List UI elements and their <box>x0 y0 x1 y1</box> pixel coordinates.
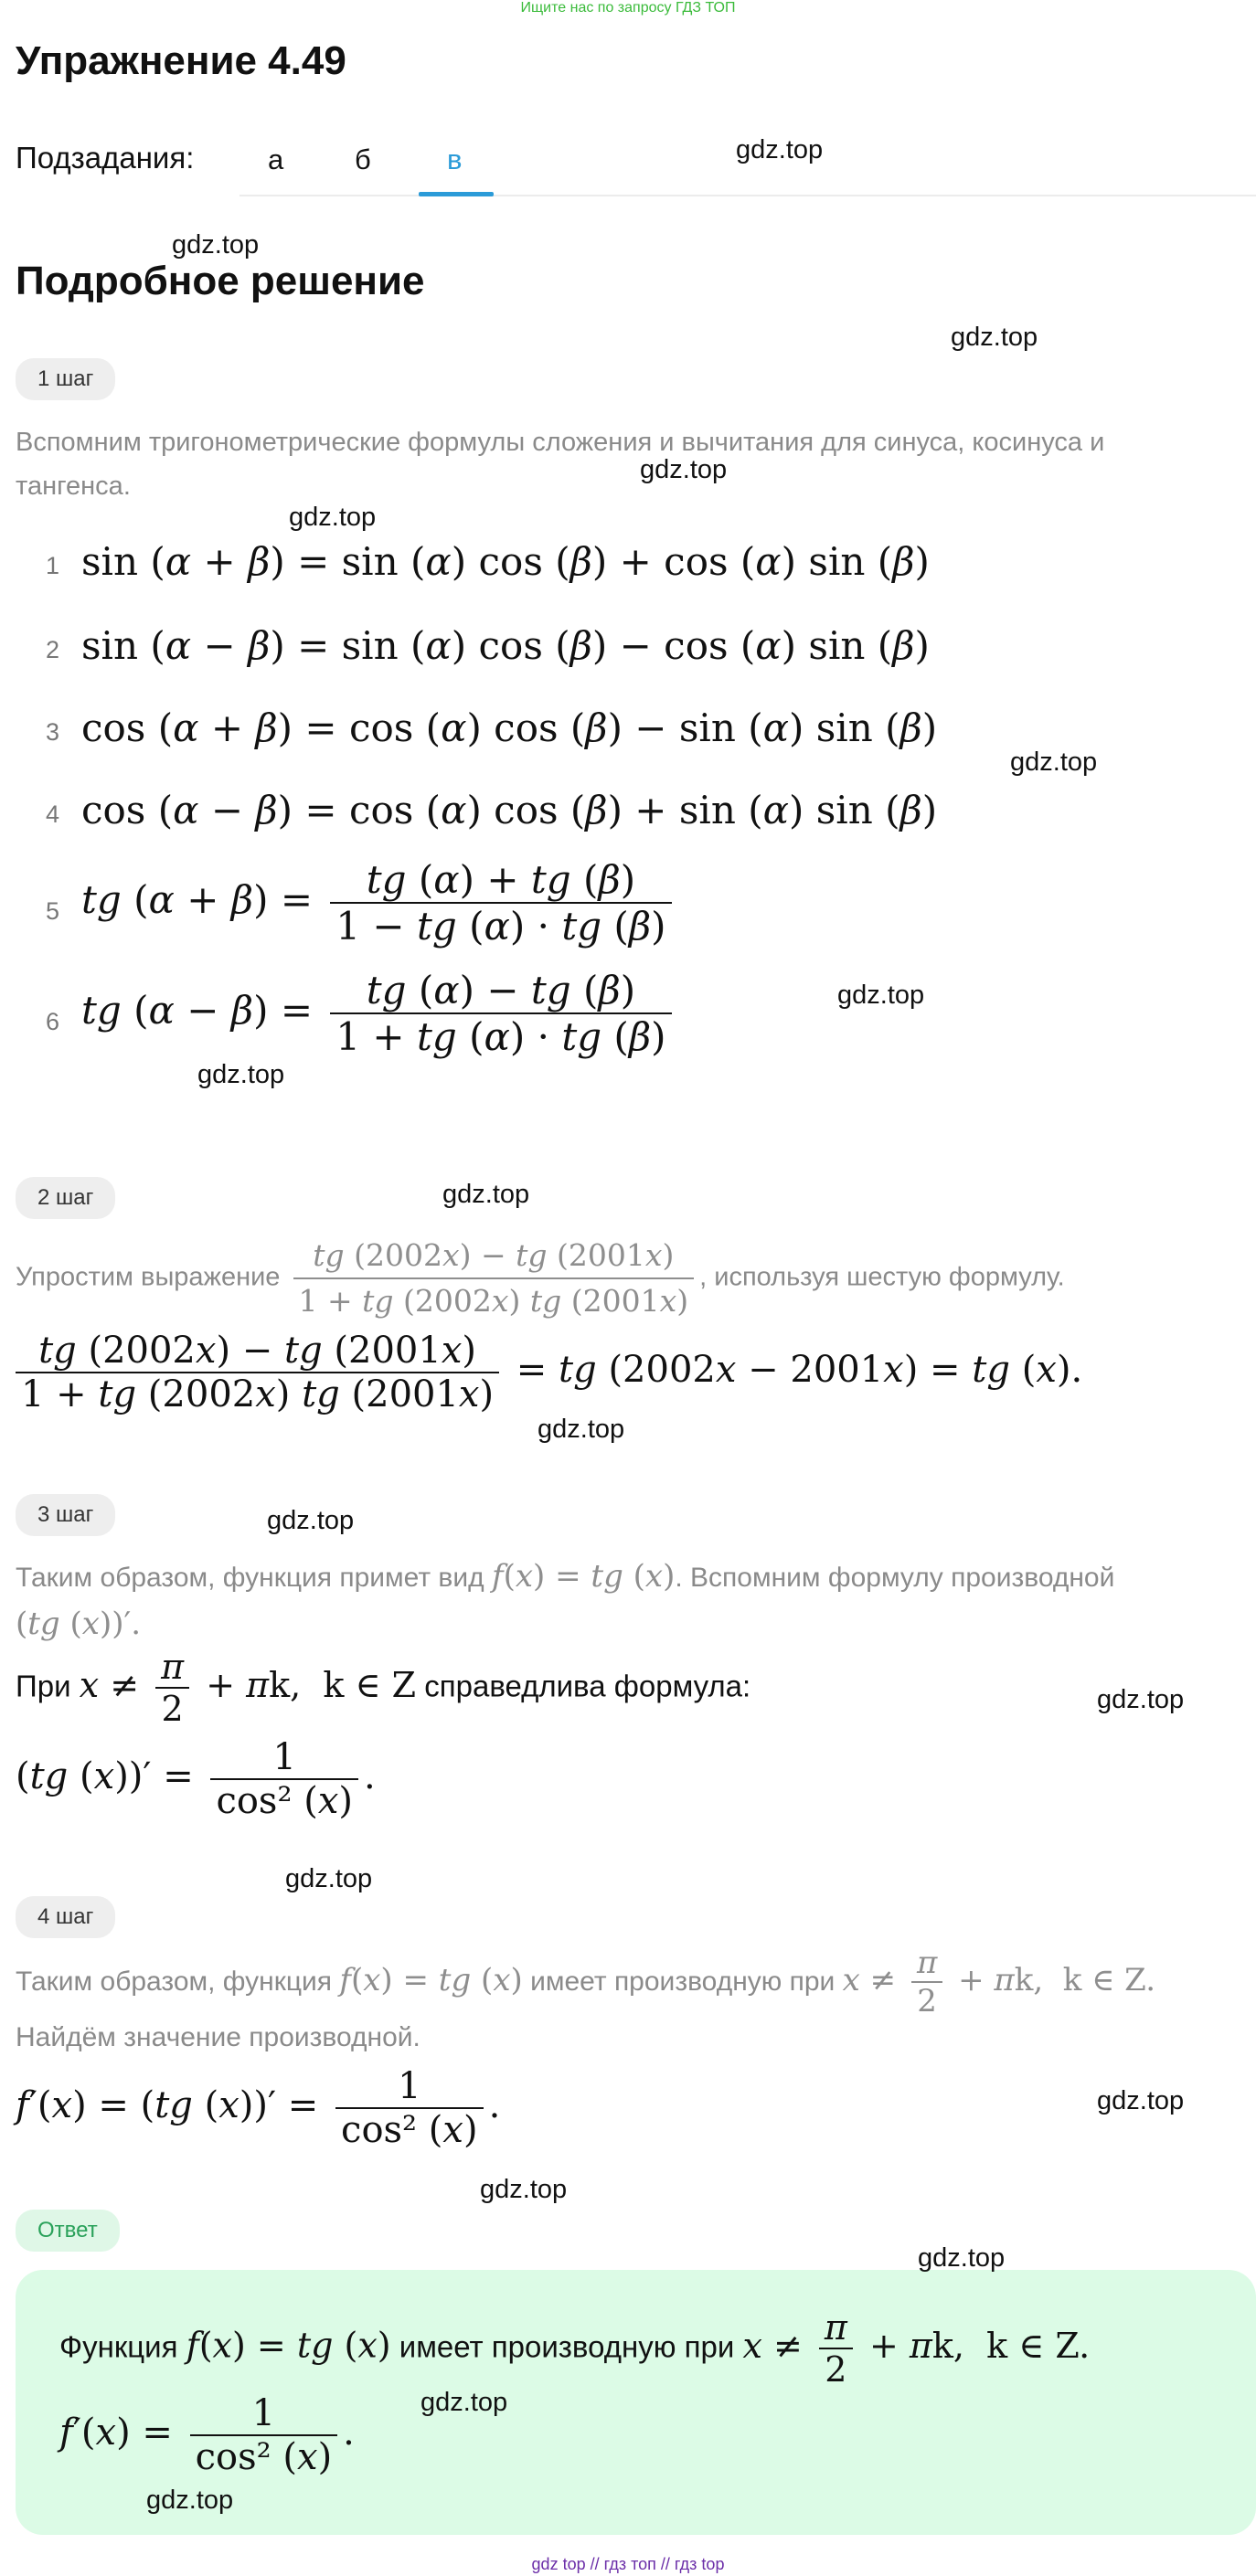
page-title: Упражнение 4.49 <box>16 38 346 83</box>
answer-condition: x ≠ $\frac{\pi}{2}$ + πk, k ∈ Z. <box>742 2307 1091 2390</box>
step-1-badge: 1 шаг <box>16 358 115 400</box>
formula-number: 1 <box>46 552 60 579</box>
answer-text <box>59 2307 1090 2390</box>
step-4-formula: f′(x) = (tg (x))′ = $\frac{1}{\text{cos² (x)}}$ . <box>16 2065 501 2151</box>
step-2-text <box>16 1234 1256 1323</box>
step-4-text-part1: Таким образом, функция <box>16 1966 333 1997</box>
formula-sin-diff: sin (α − β) = sin (α) cos (β) − cos (α) sin (β) <box>81 623 930 668</box>
step-3-inline-math: f(x) = tg (x) <box>491 1558 676 1595</box>
step-2-badge: 2 шаг <box>16 1177 115 1219</box>
step-2-formula: $\frac{tg (2002x) - tg (2001x)}{1 + tg (2002x) tg (2001x)}$ = tg (2002x − 2001x) = tg (x). <box>16 1330 1082 1415</box>
watermark: gdz.top <box>172 230 260 260</box>
watermark: gdz.top <box>736 135 824 164</box>
answer-text-part2: имеет производную при <box>399 2329 735 2364</box>
watermark: gdz.top <box>1097 1685 1185 1714</box>
watermark: gdz.top <box>951 323 1038 352</box>
step-3-badge: 3 шаг <box>16 1494 115 1536</box>
watermark: gdz.top <box>420 2388 508 2417</box>
step-1-text <box>16 420 1256 508</box>
formula-tg-sum: tg (α + β) = $\frac{tg (\alpha) + tg (\beta)}{1 - tg (\alpha) \cdot tg (\beta)}$ <box>81 857 677 949</box>
step-4-text-line2: Найдём значение производной. <box>16 2022 420 2052</box>
answer-badge: Ответ <box>16 2210 120 2252</box>
watermark: gdz.top <box>285 1864 373 1893</box>
step-3-inline-derivative: (tg (x))′. <box>16 1606 142 1642</box>
watermark: gdz.top <box>640 455 728 484</box>
formula-number: 2 <box>46 636 60 663</box>
answer-formula: f′(x) = $\frac{1}{\text{cos² (x)}}$ . <box>59 2392 355 2478</box>
step-4-inline-condition: x ≠ $\frac{\pi}{2}$ + πk, k ∈ Z. <box>842 1945 1156 2019</box>
answer-function: f(x) = tg (x) <box>186 2325 391 2366</box>
step-3-condition-suffix: справедлива формула: <box>424 1669 751 1703</box>
step-4-text-part2: имеет производную при <box>530 1966 836 1997</box>
step-4-inline-function: f(x) = tg (x) <box>339 1962 523 1998</box>
section-title: Подробное решение <box>16 259 425 303</box>
watermark: gdz.top <box>538 1415 625 1444</box>
step-3-condition-math: x ≠ $\frac{\pi}{2}$ + πk, k ∈ Z <box>79 1647 417 1729</box>
step-2-text-before: Упростим выражение <box>16 1262 281 1292</box>
top-banner: Ищите нас по запросу ГДЗ ТОП <box>520 0 736 16</box>
step-1-text-line2: тангенса. <box>16 472 131 501</box>
formula-number: 3 <box>46 718 60 746</box>
step-3-formula: (tg (x))′ = $\frac{1}{\text{cos² (x)}}$ . <box>16 1736 376 1822</box>
watermark: gdz.top <box>480 2175 568 2204</box>
active-tab-indicator <box>419 192 494 196</box>
answer-text-part1: Функция <box>59 2329 178 2364</box>
watermark: gdz.top <box>267 1506 355 1535</box>
step-4-text <box>16 1945 1256 2019</box>
tab-subtask-a[interactable]: а <box>268 143 284 175</box>
formula-cos-sum: cos (α + β) = cos (α) cos (β) − sin (α) sin (β) <box>81 705 938 750</box>
watermark: gdz.top <box>289 503 377 532</box>
step-3-condition-prefix: При <box>16 1669 71 1703</box>
step-2-text-after: , используя шестую формулу. <box>699 1262 1065 1292</box>
watermark: gdz.top <box>837 981 925 1010</box>
watermark: gdz.top <box>918 2243 1006 2273</box>
watermark: gdz.top <box>1097 2086 1185 2115</box>
step-3-condition <box>16 1647 750 1729</box>
step-2-inline-fraction: $\frac{tg (2002x) - tg (2001x)}{1 + tg (2002x) tg (2001x)}$ <box>293 1234 695 1323</box>
tab-subtask-v[interactable]: в <box>447 143 463 175</box>
step-4-badge: 4 шаг <box>16 1896 115 1938</box>
formula-number: 6 <box>46 1008 60 1035</box>
formula-sin-sum: sin (α + β) = sin (α) cos (β) + cos (α) sin (β) <box>81 539 930 584</box>
tabs-divider <box>239 195 1256 196</box>
watermark: gdz.top <box>146 2486 234 2515</box>
formula-number: 4 <box>46 800 60 828</box>
formula-tg-diff: tg (α − β) = $\frac{tg (\alpha) - tg (\beta)}{1 + tg (\alpha) \cdot tg (\beta)}$ <box>81 968 677 1059</box>
watermark: gdz.top <box>442 1180 530 1209</box>
watermark: gdz.top <box>1010 747 1098 777</box>
subtasks-label: Подзадания: <box>16 141 195 175</box>
formula-number: 5 <box>46 897 60 925</box>
step-1-text-line1: Вспомним тригонометрические формулы сложения и вычитания для синуса, косинуса и <box>16 428 1105 457</box>
step-3-text-part1: Таким образом, функция примет вид <box>16 1563 484 1593</box>
step-3-text <box>16 1553 1256 1648</box>
tab-subtask-b[interactable]: б <box>355 143 371 175</box>
step-3-text-part2: . Вспомним формулу производной <box>675 1563 1115 1593</box>
formula-cos-diff: cos (α − β) = cos (α) cos (β) + sin (α) sin (β) <box>81 788 938 832</box>
watermark: gdz.top <box>197 1060 285 1089</box>
footer-links[interactable]: gdz top // гдз топ // гдз top <box>531 2555 725 2573</box>
